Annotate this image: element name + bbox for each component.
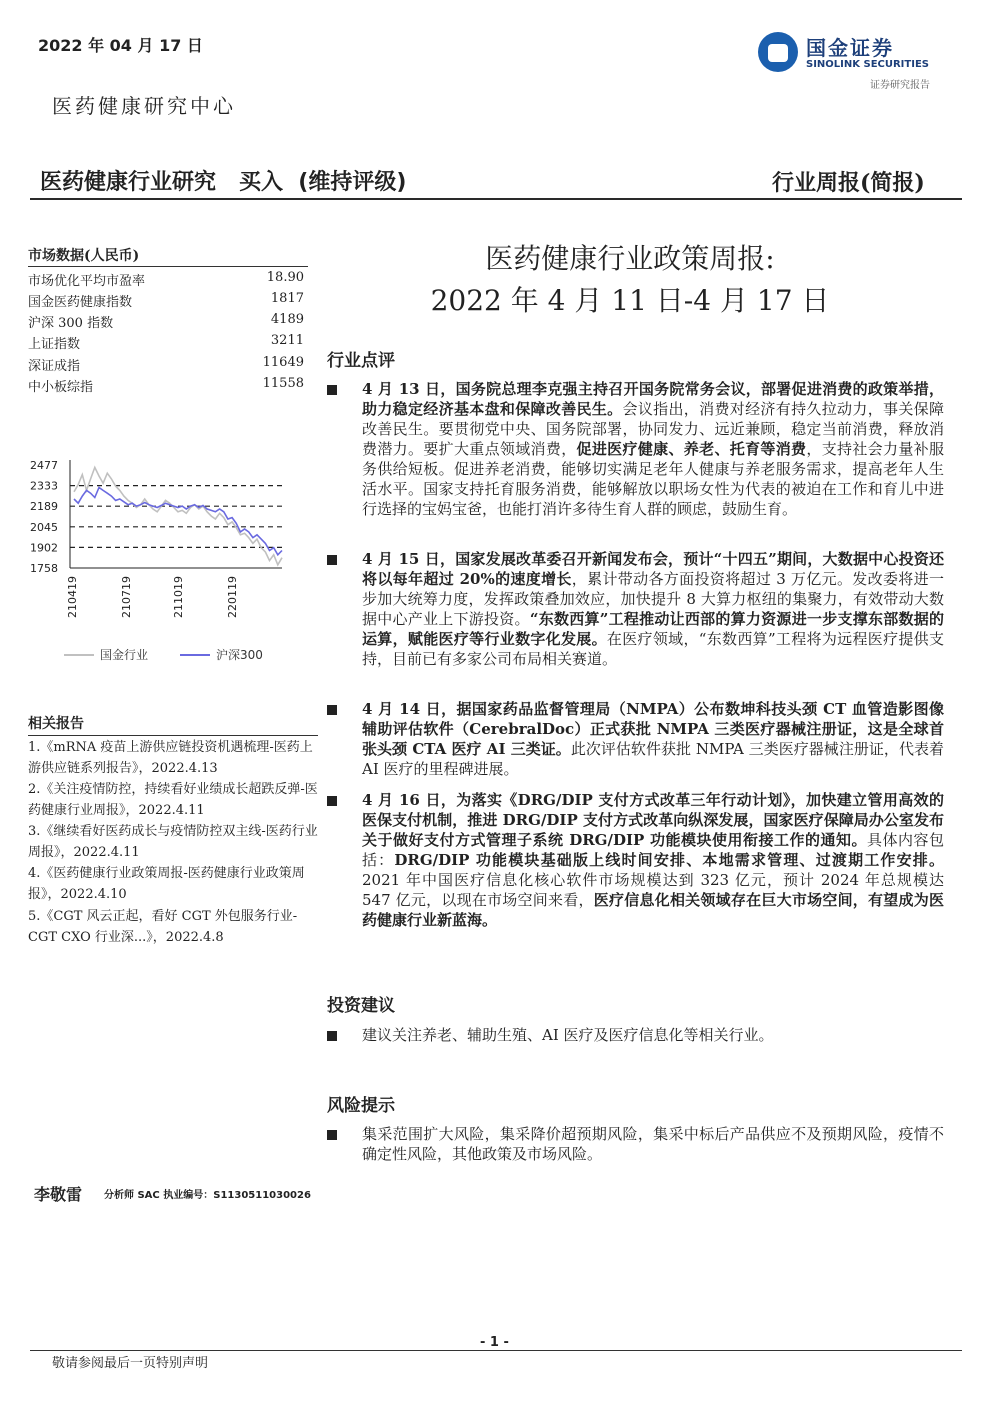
market-data-divider [28, 266, 308, 267]
series-line-2 [74, 488, 282, 555]
bullet-icon [327, 796, 337, 806]
bullet-icon [327, 705, 337, 715]
investment-advice-text: 建议关注养老、辅助生殖、AI 医疗及医疗信息化等相关行业。 [362, 1026, 774, 1044]
logo-name-cn: 国金证券 [806, 36, 894, 60]
report-title-line2: 2022 年 4 月 11 日-4 月 17 日 [430, 284, 830, 317]
y-tick-label: 1758 [30, 562, 58, 575]
y-tick-label: 1902 [30, 541, 58, 555]
y-tick-label: 2045 [30, 520, 58, 534]
bullet-icon [327, 1031, 337, 1041]
related-report-item: 1.《mRNA 疫苗上游供应链投资机遇梳理-医药上游供应链系列报告》，2022.4.13 [28, 740, 313, 776]
report-title [330, 238, 930, 322]
risk-text: 集采范围扩大风险，集采降价超预期风险，集采中标后产品供应不及预期风险，疫情不确定性风险，其他政策及市场风险。 [362, 1125, 944, 1163]
review-paragraph-1: 4 月 13 日，国务院总理李克强主持召开国务院常务会议，部署促进消费的政策举措，助力稳定经济基本盘和保障改善民生。会议指出，消费对经济有持久拉动力，事关保障改善民生。要贯彻党中央、国务院部署，协同发力、远近兼顾，稳定当前消费，释放消费潜力。要扩大重点领域消费，促进医疗健康、养老、托育等消费，支持社会力量补服务供给短板。促进养老消费，能够切实满足老年人健康与养老服务需求，提高老年人生活水平。国家支持托育服务消费，能够解放以职场女性为代表的被迫在工作和育儿中进行选择的宝妈宝爸，也能打消许多待生育人群的顾虑，鼓励生育。 [362, 380, 944, 518]
bullet-icon [327, 1130, 337, 1140]
research-center-name: 医药健康研究中心 [52, 94, 236, 118]
related-reports-title: 相关报告 [28, 716, 84, 732]
report-type-title: 行业周报(简报) [772, 170, 925, 196]
y-tick-label: 2189 [30, 500, 58, 514]
review-paragraph-2: 4 月 15 日，国家发展改革委召开新闻发布会，预计“十四五”期间，大数据中心投资还将以每年超过 20%的速度增长，累计带动各方面投资将超过 3 万亿元。发改委将进一步加大统筹力度，发挥政策叠加效应，加快提升 8 大算力枢纽的集聚力，有效带动大数据中心产业上下游投资。“东数西算”工程推动让西部的算力资源进一步支撑东部数据的运算，赋能医疗等行业数字化发展。在医疗领域，“东数西算”工程将为远程医疗提供支持，目前已有多家公司布局相关赛道。 [362, 550, 944, 668]
logo-subtitle: 证券研究报告 [870, 80, 930, 91]
related-report-item: 5.《CGT 风云正起，看好 CGT 外包服务行业-CGT CXO 行业深...》，2022.4.8 [28, 909, 298, 945]
industry-rating-title: 医药健康行业研究 买入 (维持评级) [40, 170, 407, 195]
market-data-title: 市场数据(人民币) [28, 248, 140, 264]
analyst-license: 分析师 SAC 执业编号：S1130511030026 [104, 1190, 311, 1201]
y-tick-label: 2477 [30, 459, 58, 472]
related-reports-divider [28, 735, 318, 736]
market-row: 市场优化平均市盈率 18.90 [28, 270, 304, 289]
y-tick-label: 2333 [30, 479, 58, 493]
company-logo [758, 30, 946, 90]
disclaimer-note: 敬请参阅最后一页特别声明 [52, 1356, 209, 1371]
market-row: 上证指数 3211 [28, 333, 304, 352]
header-divider [30, 198, 962, 200]
section-title-review: 行业点评 [327, 351, 395, 371]
bullet-icon [327, 555, 337, 565]
logo-name-en: SINOLINK SECURITIES [806, 59, 929, 70]
report-title-line1: 医药健康行业政策周报: [485, 242, 775, 275]
page-number: - 1 - [480, 1335, 509, 1350]
market-row: 深证成指 11649 [28, 355, 304, 374]
section-title-investment: 投资建议 [327, 996, 395, 1016]
legend-label-1: 国金行业 [100, 648, 149, 662]
x-tick-label: 211019 [172, 576, 185, 618]
x-tick-label: 210719 [120, 576, 133, 618]
x-tick-label: 220119 [226, 576, 239, 618]
related-report-item: 2.《关注疫情防控，持续看好业绩成长超跌反弹-医药健康行业周报》，2022.4.11 [28, 782, 318, 818]
market-row: 沪深 300 指数 4189 [28, 312, 304, 331]
x-tick-label: 210419 [66, 576, 79, 618]
review-paragraph-3: 4 月 14 日，据国家药品监督管理局（NMPA）公布数坤科技头颈 CT 血管造影图像辅助评估软件（CerebralDoc）正式获批 NMPA 三类医疗器械注册证，这是全球首张头颈 CTA 医疗 AI 三类证。此次评估软件获批 NMPA 三类医疗器械注册证，代表着 AI 医疗的里程碑进展。 [362, 700, 944, 778]
related-report-item: 3.《继续看好医药成长与疫情防控双主线-医药行业周报》，2022.4.11 [28, 824, 318, 860]
market-row: 国金医药健康指数 1817 [28, 291, 304, 310]
footer-divider [30, 1350, 962, 1351]
related-report-item: 4.《医药健康行业政策周报-医药健康行业政策周报》，2022.4.10 [28, 866, 305, 902]
section-title-risk: 风险提示 [327, 1096, 395, 1116]
legend-label-2: 沪深300 [216, 648, 263, 662]
report-date: 2022 年 04 月 17 日 [38, 36, 203, 55]
logo-mark-icon [758, 32, 798, 72]
analyst-name: 李敬雷 [34, 1185, 83, 1204]
market-row: 中小板综指 11558 [28, 376, 304, 395]
review-paragraph-4: 4 月 16 日，为落实《DRG/DIP 支付方式改革三年行动计划》，加快建立管用高效的医保支付机制，推进 DRG/DIP 支付方式改革向纵深发展，国家医疗保障局办公室发布关于做好支付方式管理子系统 DRG/DIP 功能模块使用衔接工作的通知。具体内容包括：DRG/DIP 功能模块基础版上线时间安排、本地需求管理、过渡期工作安排。2021 年中国医疗信息化核心软件市场规模达到 323 亿元，预计 2024 年总规模达 547 亿元，以现在市场空间来看，医疗信息化相关领域存在巨大市场空间，有望成为医药健康行业新蓝海。 [362, 791, 944, 929]
series-line-1 [74, 467, 282, 564]
index-line-chart [20, 440, 310, 680]
bullet-icon [327, 385, 337, 395]
